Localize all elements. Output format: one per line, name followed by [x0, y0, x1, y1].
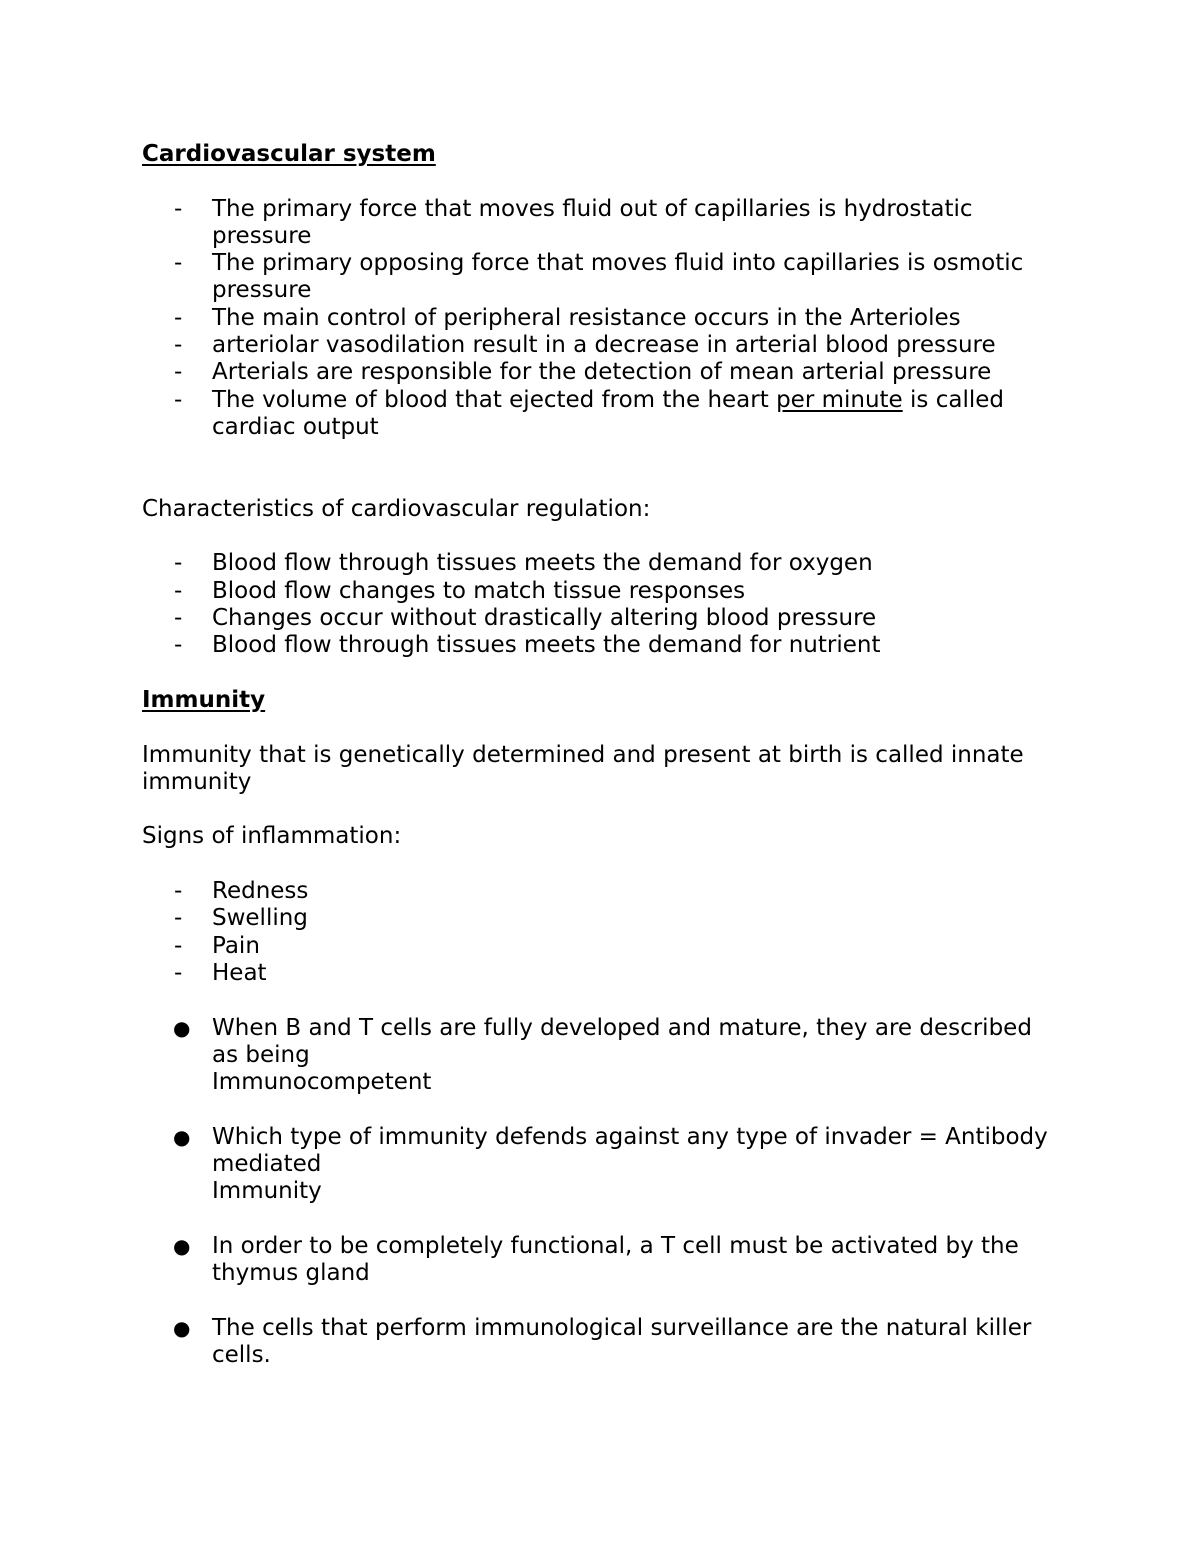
- dash-marker: -: [174, 332, 183, 359]
- inflammation-signs-list: [142, 878, 1057, 987]
- document-page: [142, 141, 1057, 1397]
- list-item-answer: Immunocompetent: [212, 1069, 432, 1096]
- dash-marker: -: [174, 959, 183, 986]
- list-item-text: Arterials are responsible for the detection of mean arterial pressure: [212, 359, 992, 386]
- list-item-text: Swelling: [212, 905, 308, 932]
- underlined-phrase: per minute: [776, 386, 903, 413]
- list-item-text: The cells that perform immunological surveillance are the natural killer cells.: [212, 1314, 1032, 1369]
- dash-marker: -: [174, 878, 183, 905]
- dash-marker: -: [174, 932, 183, 959]
- list-item: [142, 605, 1057, 632]
- dash-marker: -: [174, 250, 183, 277]
- dash-marker: -: [174, 577, 183, 604]
- list-item: [142, 332, 1057, 359]
- list-item: [142, 632, 1057, 659]
- list-item-text: Changes occur without drastically altering blood pressure: [212, 605, 877, 632]
- list-item: [142, 1233, 1057, 1288]
- list-item-text-start: The volume of blood that ejected from the heart: [212, 386, 777, 413]
- list-item-text: The main control of peripheral resistance occurs in the Arterioles: [212, 304, 961, 331]
- dash-marker: -: [174, 605, 183, 632]
- dash-marker: -: [174, 304, 183, 331]
- list-item-text: The primary opposing force that moves fluid into capillaries is osmotic pressure: [212, 250, 1024, 304]
- list-item: [142, 960, 1057, 987]
- list-item-text: Pain: [212, 932, 260, 959]
- innate-immunity-paragraph: Immunity that is genetically determined and present at birth is called innate immunity: [142, 741, 1024, 795]
- immunity-heading: Immunity: [142, 686, 266, 713]
- list-item: [142, 878, 1057, 905]
- list-item: [142, 550, 1057, 577]
- list-item: [142, 359, 1057, 386]
- bullet-marker: ●: [173, 1015, 191, 1040]
- dash-marker: -: [174, 195, 183, 222]
- list-item: [142, 905, 1057, 932]
- list-item-text: Blood flow changes to match tissue responses: [212, 577, 746, 604]
- list-item-text: Redness: [212, 878, 309, 905]
- immunity-bullet-list: [142, 1015, 1057, 1370]
- dash-marker: -: [174, 550, 183, 577]
- list-item-text: Blood flow through tissues meets the demand for oxygen: [212, 550, 873, 577]
- regulation-list: [142, 550, 1057, 659]
- cardiovascular-heading: Cardiovascular system: [142, 141, 436, 167]
- list-item: [142, 1124, 1057, 1206]
- dash-marker: -: [174, 386, 183, 413]
- list-item-text: Which type of immunity defends against any type of invader = Antibody mediated: [212, 1123, 1048, 1177]
- dash-marker: -: [174, 905, 183, 932]
- regulation-title: Characteristics of cardiovascular regulation:: [142, 495, 651, 522]
- list-item-text: Heat: [212, 959, 267, 986]
- bullet-marker: ●: [173, 1124, 191, 1149]
- list-item: [142, 196, 1057, 251]
- list-item-text: Blood flow through tissues meets the demand for nutrient: [212, 632, 881, 659]
- dash-marker: -: [174, 359, 183, 386]
- list-item: [142, 305, 1057, 332]
- list-item: [142, 933, 1057, 960]
- cardiovascular-list: [142, 196, 1057, 442]
- list-item: [142, 250, 1057, 305]
- list-item: [142, 1315, 1057, 1370]
- bullet-marker: ●: [173, 1315, 191, 1340]
- list-item-text-end: is called cardiac output: [212, 386, 1004, 440]
- list-item: [142, 1015, 1057, 1097]
- list-item: [142, 387, 1057, 442]
- list-item-text: When B and T cells are fully developed and mature, they are described as being: [212, 1014, 1032, 1068]
- dash-marker: -: [174, 632, 183, 659]
- inflammation-title: Signs of inflammation:: [142, 823, 402, 850]
- list-item-text: The primary force that moves fluid out of capillaries is hydrostatic pressure: [212, 195, 973, 249]
- list-item-text: In order to be completely functional, a T cell must be activated by the thymus gland: [212, 1232, 1019, 1287]
- bullet-marker: ●: [173, 1233, 191, 1258]
- list-item-answer: Immunity: [212, 1178, 322, 1205]
- list-item-text: arteriolar vasodilation result in a decrease in arterial blood pressure: [212, 332, 996, 359]
- list-item: [142, 578, 1057, 605]
